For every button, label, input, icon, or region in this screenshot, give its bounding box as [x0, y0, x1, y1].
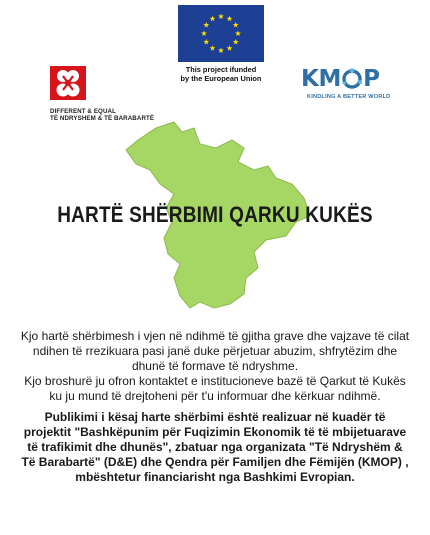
intro-paragraph-2: Kjo broshurë ju ofron kontaktet e institucioneve bazë të Qarkut të Kukës ku ju mund të drejtoheni për t'u informuar dhe kërkuar ndihmë. [24, 374, 406, 403]
eu-funding-line1: This project ifunded [185, 65, 257, 74]
kmop-tagline: KINDLING A BETTER WORLD [307, 94, 391, 100]
eu-flag-icon [178, 5, 264, 62]
credit-paragraph: Publikimi i kësaj harte shërbimi është realizuar në kuadër të projektit "Bashkëpunim për Fuqizimin Ekonomik të të mbijetuarave të trafikimit dhe dhunës", zbatuar nga organizata "Të Ndryshëm & Të Barabartë" (D&E) dhe Qendra për Familjen dhe Fëmijën (KMOP) , mbështetur financiarisht nga Bashkimi Evropian. [21, 410, 409, 484]
de-logo-line2: TË NDRYSHEM & TË BARABARTË [50, 115, 155, 122]
kmop-wordmark: KM P [301, 66, 380, 92]
page-title: HARTË SHËRBIMI QARKU KUKËS [57, 203, 373, 228]
intro-text [20, 329, 410, 404]
kmop-o-ring-icon [341, 68, 363, 90]
de-logo-line1: DIFFERENT & EQUAL [50, 108, 116, 115]
eu-funding-logo [178, 5, 264, 83]
intro-paragraph-1: Kjo hartë shërbimesh i vjen në ndihmë të gjitha grave dhe vajzave të cilat ndihen të rrezikuara pasi janë duke përjetuar abuzim, shfrytëzim dhe dhunë të formave të ndryshme. [20, 329, 410, 373]
kmop-logo [301, 66, 421, 100]
funding-credit-text [20, 410, 410, 485]
eu-funding-line2: by the European Union [180, 73, 262, 83]
different-and-equal-logo [50, 66, 170, 122]
de-logo-mark-icon [50, 66, 86, 100]
